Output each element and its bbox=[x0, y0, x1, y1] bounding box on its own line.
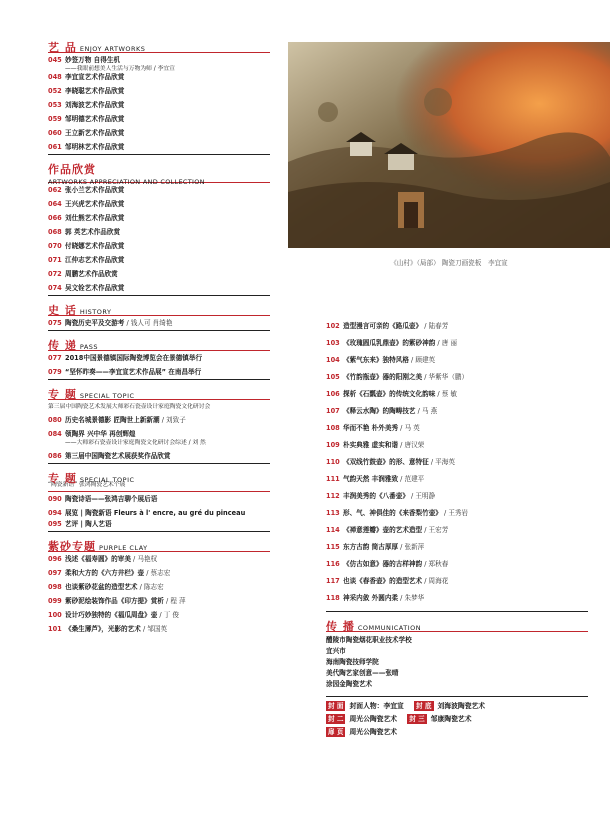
entry-subtitle: ——大师彩石瓷壶设计家庭陶瓷文化研讨会综述 / 刘 然 bbox=[65, 440, 206, 446]
section-special1-header bbox=[48, 383, 270, 401]
page-number: 072 bbox=[48, 270, 62, 278]
entry-author: / 陈志宏 bbox=[139, 583, 164, 591]
toc-entry[interactable] bbox=[48, 319, 270, 328]
toc-entry[interactable] bbox=[48, 555, 270, 564]
entry-title: 华而不艳 朴外美秀 bbox=[343, 424, 399, 432]
toc-entry[interactable] bbox=[326, 318, 588, 335]
section-title-zh: 传 递 bbox=[48, 339, 77, 352]
page-number: 104 bbox=[326, 356, 340, 364]
entry-title: 紫砂泥绘装饰作品《印方提》赏析 bbox=[65, 597, 164, 605]
page-number: 116 bbox=[326, 560, 340, 568]
section-pass-header bbox=[48, 334, 270, 352]
entry-author: / 马 燕 bbox=[417, 407, 438, 415]
entry-title: 艺评 | 陶人艺语 bbox=[65, 520, 112, 528]
toc-entry[interactable] bbox=[48, 87, 270, 96]
footer-row bbox=[326, 700, 588, 713]
section-title-en: PASS bbox=[79, 343, 99, 351]
toc-entry[interactable] bbox=[326, 454, 588, 471]
toc-entry[interactable] bbox=[48, 256, 270, 265]
page-number: 062 bbox=[48, 186, 62, 194]
entry-title: 王立新艺术作品欣赏 bbox=[65, 129, 125, 137]
toc-entry[interactable] bbox=[326, 590, 588, 607]
page-number: 068 bbox=[48, 228, 62, 236]
page-number: 107 bbox=[326, 407, 340, 415]
toc-entry[interactable] bbox=[48, 200, 270, 209]
footer-value: 刘海波陶瓷艺术 bbox=[437, 702, 486, 710]
toc-entry[interactable] bbox=[326, 335, 588, 352]
entry-title: 《禅意莲瓣》壶的艺术造型 bbox=[343, 526, 423, 534]
section-history-header bbox=[48, 299, 270, 317]
section-title-en: ARTWORKS APPRECIATION AND COLLECTION bbox=[48, 178, 205, 186]
page-number: 071 bbox=[48, 256, 62, 264]
entry-author: / 范建平 bbox=[400, 475, 425, 483]
entry-title: 李晓聪艺术作品欣赏 bbox=[65, 87, 125, 95]
footer-row bbox=[326, 726, 588, 739]
comm-entry[interactable]: 宜兴市 bbox=[326, 647, 346, 655]
toc-entry[interactable] bbox=[326, 522, 588, 539]
page-number: 108 bbox=[326, 424, 340, 432]
section-divider bbox=[48, 154, 270, 155]
section-title-zh: 作品欣赏 bbox=[48, 163, 96, 176]
page-number: 103 bbox=[326, 339, 340, 347]
entry-title: 张小兰艺术作品欣赏 bbox=[65, 186, 125, 194]
entry-author: / 马 英 bbox=[400, 424, 420, 432]
entry-author: / 王秀岩 bbox=[444, 509, 469, 517]
section-divider bbox=[326, 696, 588, 697]
toc-entry[interactable] bbox=[326, 437, 588, 454]
section-divider bbox=[48, 531, 270, 532]
section-title-en: SPECIAL TOPIC bbox=[79, 476, 135, 484]
toc-entry[interactable] bbox=[48, 115, 270, 124]
footer-label: 封 面 bbox=[328, 702, 344, 710]
entry-author: / 陆春芳 bbox=[424, 322, 449, 330]
toc-entry[interactable] bbox=[48, 214, 270, 223]
section-title-en: SPECIAL TOPIC bbox=[79, 392, 135, 400]
page-number: 053 bbox=[48, 101, 62, 109]
entry-title: 浅述《福寿圆》的审美 bbox=[65, 555, 131, 563]
entry-title: 妙签万物 自得生机 bbox=[65, 56, 121, 64]
toc-entry[interactable] bbox=[326, 403, 588, 420]
footer-label: 封 三 bbox=[409, 715, 425, 723]
toc-entry[interactable] bbox=[326, 573, 588, 590]
footer-value: 周光公陶瓷艺术 bbox=[349, 715, 398, 723]
page-number: 059 bbox=[48, 115, 62, 123]
page-number: 095 bbox=[48, 520, 62, 528]
toc-entry[interactable] bbox=[326, 539, 588, 556]
toc-entry[interactable] bbox=[48, 270, 270, 279]
entry-title: 刘海波艺术作品欣赏 bbox=[65, 101, 125, 109]
toc-entry[interactable] bbox=[326, 352, 588, 369]
page-number: 094 bbox=[48, 509, 62, 517]
toc-entry[interactable] bbox=[326, 420, 588, 437]
section-divider bbox=[326, 611, 588, 612]
footer-value: 周光公陶瓷艺术 bbox=[349, 728, 398, 736]
comm-entry[interactable]: 醴陵市陶瓷烟花职业技术学校 bbox=[326, 636, 412, 644]
entry-author: / 平海英 bbox=[430, 458, 455, 466]
artwork-illustration bbox=[288, 42, 610, 248]
toc-entry[interactable] bbox=[48, 143, 270, 152]
entry-subtitle: ——我眼前想美人生活与万物为师 / 李宜宣 bbox=[65, 66, 175, 72]
entry-title: 柔和大方的《六方井栏》壶 bbox=[65, 569, 145, 577]
entry-author: / 顾建英 bbox=[411, 356, 436, 364]
section-title-en: COMMUNICATION bbox=[357, 624, 422, 632]
page-number: 102 bbox=[326, 322, 340, 330]
toc-entry[interactable] bbox=[48, 354, 270, 363]
toc-entry[interactable] bbox=[48, 186, 270, 195]
entry-title: 周鹏艺术作品欣赏 bbox=[65, 270, 118, 278]
section-title-zh: 紫砂专题 bbox=[48, 540, 96, 553]
section-title-zh: 艺 品 bbox=[48, 41, 77, 54]
toc-entry[interactable] bbox=[48, 242, 270, 251]
page-number: 110 bbox=[326, 458, 340, 466]
toc-entry[interactable] bbox=[48, 430, 270, 439]
toc-entry[interactable] bbox=[48, 73, 270, 82]
footer-label: 扉 页 bbox=[328, 728, 344, 736]
entry-title: 吴文铨艺术作品欣赏 bbox=[65, 284, 125, 292]
right-toc-list bbox=[326, 318, 588, 607]
page-number: 117 bbox=[326, 577, 340, 585]
toc-entry[interactable] bbox=[326, 471, 588, 488]
section-title-zh: 专 题 bbox=[48, 472, 77, 485]
section-note: “陶瓷新语” 张鸿陶瓷艺术个展 bbox=[48, 482, 126, 488]
page-number: 098 bbox=[48, 583, 62, 591]
toc-entry[interactable] bbox=[326, 386, 588, 403]
entry-title: 也谈《春香壶》的造型艺术 bbox=[343, 577, 423, 585]
page-number: 100 bbox=[48, 611, 62, 619]
page-number: 101 bbox=[48, 625, 62, 633]
entry-author: / 郑秋春 bbox=[424, 560, 449, 568]
toc-entry[interactable] bbox=[48, 509, 270, 518]
comm-entry[interactable]: 海南陶瓷技师学院 bbox=[326, 658, 379, 666]
entry-title: 邹明德艺术作品欣赏 bbox=[65, 115, 125, 123]
comm-entry[interactable]: 涂园金陶瓷艺术 bbox=[326, 680, 373, 688]
entry-title: 《紫气东来》独特风格 bbox=[343, 356, 409, 364]
entry-title: 陶瓷诗语——张鸿吉聊个展后语 bbox=[65, 495, 158, 503]
toc-entry[interactable] bbox=[48, 416, 270, 425]
entry-title: 造型漫言可亲的《路瓜壶》 bbox=[343, 322, 423, 330]
footer-row bbox=[326, 713, 588, 726]
toc-entry[interactable] bbox=[48, 101, 270, 110]
section-appreciation-header bbox=[48, 158, 270, 186]
entry-title: 2018中国景德镇国际陶瓷博览会在景德镇举行 bbox=[65, 354, 203, 362]
entry-title: 也谈紫砂花盆的造型艺术 bbox=[65, 583, 138, 591]
footer-label: 封 底 bbox=[416, 702, 432, 710]
section-title-en: HISTORY bbox=[79, 308, 112, 316]
page-number: 099 bbox=[48, 597, 62, 605]
entry-author: / 张新萍 bbox=[400, 543, 425, 551]
entry-author: / 刘致子 bbox=[161, 416, 186, 424]
entry-title: 展览 | 陶瓷新语 Fleurs à l' encre, au gré du pinceau bbox=[65, 509, 246, 517]
page-number: 090 bbox=[48, 495, 62, 503]
entry-title: 第三届中国陶瓷艺术展获奖作品欣赏 bbox=[65, 452, 171, 460]
entry-author: / 钱人可 肖绮艳 bbox=[126, 319, 173, 327]
artwork-photo bbox=[288, 42, 610, 248]
entry-title: 朴实典雅 虚实和谐 bbox=[343, 441, 399, 449]
section-title-zh: 传 播 bbox=[326, 620, 355, 633]
entry-title: 《仿古如意》器的古样神韵 bbox=[343, 560, 423, 568]
section-artworks-header bbox=[48, 36, 270, 54]
page-number: 106 bbox=[326, 390, 340, 398]
page-number: 096 bbox=[48, 555, 62, 563]
entry-title: 付晓娜艺术作品欣赏 bbox=[65, 242, 125, 250]
entry-title: 李宜宣艺术作品欣赏 bbox=[65, 73, 125, 81]
toc-entry[interactable] bbox=[48, 129, 270, 138]
page-number: 111 bbox=[326, 475, 340, 483]
entry-title: 《竹韵瓶壶》器的阳刚之美 bbox=[343, 373, 423, 381]
toc-entry[interactable] bbox=[48, 597, 270, 606]
entry-author: / 华紫华（鹏） bbox=[424, 373, 469, 381]
photo-caption: 《山村》（局部） 陶瓷刀画瓷板 李宜宣 bbox=[390, 259, 508, 267]
entry-title: 刘仕熊艺术作品欣赏 bbox=[65, 214, 125, 222]
toc-entry[interactable] bbox=[48, 520, 270, 529]
section-purpleclay-header bbox=[48, 535, 270, 553]
page-number: 113 bbox=[326, 509, 340, 517]
toc-right-column bbox=[326, 318, 588, 739]
page-number: 109 bbox=[326, 441, 340, 449]
page-number: 052 bbox=[48, 87, 62, 95]
toc-entry[interactable] bbox=[48, 452, 270, 461]
entry-title: 《桑生薄芦》，光影的艺术 bbox=[65, 625, 141, 633]
page-number: 061 bbox=[48, 143, 62, 151]
toc-entry[interactable] bbox=[48, 368, 270, 377]
footer-value: 邹康陶瓷艺术 bbox=[430, 715, 472, 723]
toc-entry[interactable] bbox=[48, 625, 270, 634]
entry-author: / 唐汉荣 bbox=[400, 441, 425, 449]
entry-title: 《玫瑰圆瓜乳鼎壶》的紫砂神韵 bbox=[343, 339, 436, 347]
section-divider bbox=[48, 491, 270, 492]
page-number: 115 bbox=[326, 543, 340, 551]
page-number: 074 bbox=[48, 284, 62, 292]
toc-entry[interactable] bbox=[48, 583, 270, 592]
page-number: 064 bbox=[48, 200, 62, 208]
toc-entry[interactable] bbox=[326, 556, 588, 573]
page-number: 080 bbox=[48, 416, 62, 424]
page-number: 075 bbox=[48, 319, 62, 327]
toc-entry[interactable] bbox=[48, 56, 270, 65]
entry-title: 陶瓷历史平及交游考 bbox=[65, 319, 125, 327]
section-note: 第三届中国陶瓷艺术发展大师彩石瓷壶设计家庭陶瓷文化研讨会 bbox=[48, 404, 211, 410]
toc-entry[interactable] bbox=[326, 369, 588, 386]
entry-author: / 朱梦华 bbox=[400, 594, 425, 602]
toc-entry[interactable] bbox=[48, 611, 270, 620]
entry-title: 东方古韵 筒古厚厚 bbox=[343, 543, 399, 551]
page-number: 077 bbox=[48, 354, 62, 362]
entry-title: 《双线竹鼓壶》的形、意特征 bbox=[343, 458, 429, 466]
page-number: 118 bbox=[326, 594, 340, 602]
footer-label: 封 二 bbox=[328, 715, 344, 723]
section-title-zh: 史 话 bbox=[48, 304, 77, 317]
entry-author: / 马艳权 bbox=[133, 555, 158, 563]
toc-entry[interactable] bbox=[326, 488, 588, 505]
entry-author: / 邹国英 bbox=[142, 625, 168, 633]
page-number: 114 bbox=[326, 526, 340, 534]
page-number: 079 bbox=[48, 368, 62, 376]
section-title-en: ENJOY ARTWORKS bbox=[79, 45, 146, 53]
section-title-en: PURPLE CLAY bbox=[99, 544, 148, 552]
page-number: 086 bbox=[48, 452, 62, 460]
entry-author: / 唐 丽 bbox=[437, 339, 458, 347]
entry-author: / 王明静 bbox=[411, 492, 436, 500]
page-number: 060 bbox=[48, 129, 62, 137]
toc-entry[interactable] bbox=[48, 495, 270, 504]
toc-entry[interactable] bbox=[326, 505, 588, 522]
page-number: 066 bbox=[48, 214, 62, 222]
section-communication-header bbox=[326, 615, 588, 633]
entry-title: 形、气、神俱佳的《来香梨竹壶》 bbox=[343, 509, 442, 517]
page-number: 048 bbox=[48, 73, 62, 81]
comm-entry[interactable]: 美代陶艺家创意——张晴 bbox=[326, 669, 399, 677]
section-divider bbox=[48, 379, 270, 380]
page-number: 112 bbox=[326, 492, 340, 500]
entry-title: 邹明林艺术作品欣赏 bbox=[65, 143, 125, 151]
section-divider bbox=[48, 295, 270, 296]
entry-title: 江仲志艺术作品欣赏 bbox=[65, 256, 125, 264]
entry-author: / 丁 俊 bbox=[159, 611, 180, 619]
entry-title: 气韵天然 丰润雅致 bbox=[343, 475, 399, 483]
entry-author: / 蔡志宏 bbox=[146, 569, 171, 577]
entry-title: 丰润美秀的《八番壶》 bbox=[343, 492, 409, 500]
toc-entry[interactable] bbox=[48, 284, 270, 293]
entry-title: 领陶界 兴中华 再创辉煌 bbox=[65, 430, 136, 438]
entry-title: 郭 英艺术作品欣赏 bbox=[65, 228, 121, 236]
entry-title: 历史名城景德影 匠陶世上新新潮 bbox=[65, 416, 160, 424]
entry-title: 设计巧妙独特的《福瓜周盘》壶 bbox=[65, 611, 158, 619]
entry-author: / 程 萍 bbox=[166, 597, 186, 605]
page-number: 084 bbox=[48, 430, 62, 438]
page-number: 070 bbox=[48, 242, 62, 250]
page-number: 045 bbox=[48, 56, 62, 64]
entry-title: 神采内敛 外圆内柔 bbox=[343, 594, 399, 602]
entry-title: 王兴虎艺术作品欣赏 bbox=[65, 200, 125, 208]
toc-left-column bbox=[48, 36, 270, 634]
section-divider bbox=[48, 463, 270, 464]
page-number: 105 bbox=[326, 373, 340, 381]
entry-title: “坚怀昨奏——李宜宣艺术作品展” 在南昌举行 bbox=[65, 368, 202, 376]
footer-value: 封面人物：李宜宣 bbox=[349, 702, 404, 710]
page-number: 097 bbox=[48, 569, 62, 577]
section-title-zh: 专 题 bbox=[48, 388, 77, 401]
entry-title: 探析《石瓢壶》的传统文化韵味 bbox=[343, 390, 436, 398]
section-divider bbox=[48, 330, 270, 331]
entry-author: / 王宏芳 bbox=[424, 526, 449, 534]
entry-author: / 蔡 敏 bbox=[437, 390, 458, 398]
toc-entry[interactable] bbox=[48, 569, 270, 578]
toc-entry[interactable] bbox=[48, 228, 270, 237]
entry-author: / 周海花 bbox=[424, 577, 449, 585]
entry-title: 《释云水陶》的陶畴技艺 bbox=[343, 407, 416, 415]
